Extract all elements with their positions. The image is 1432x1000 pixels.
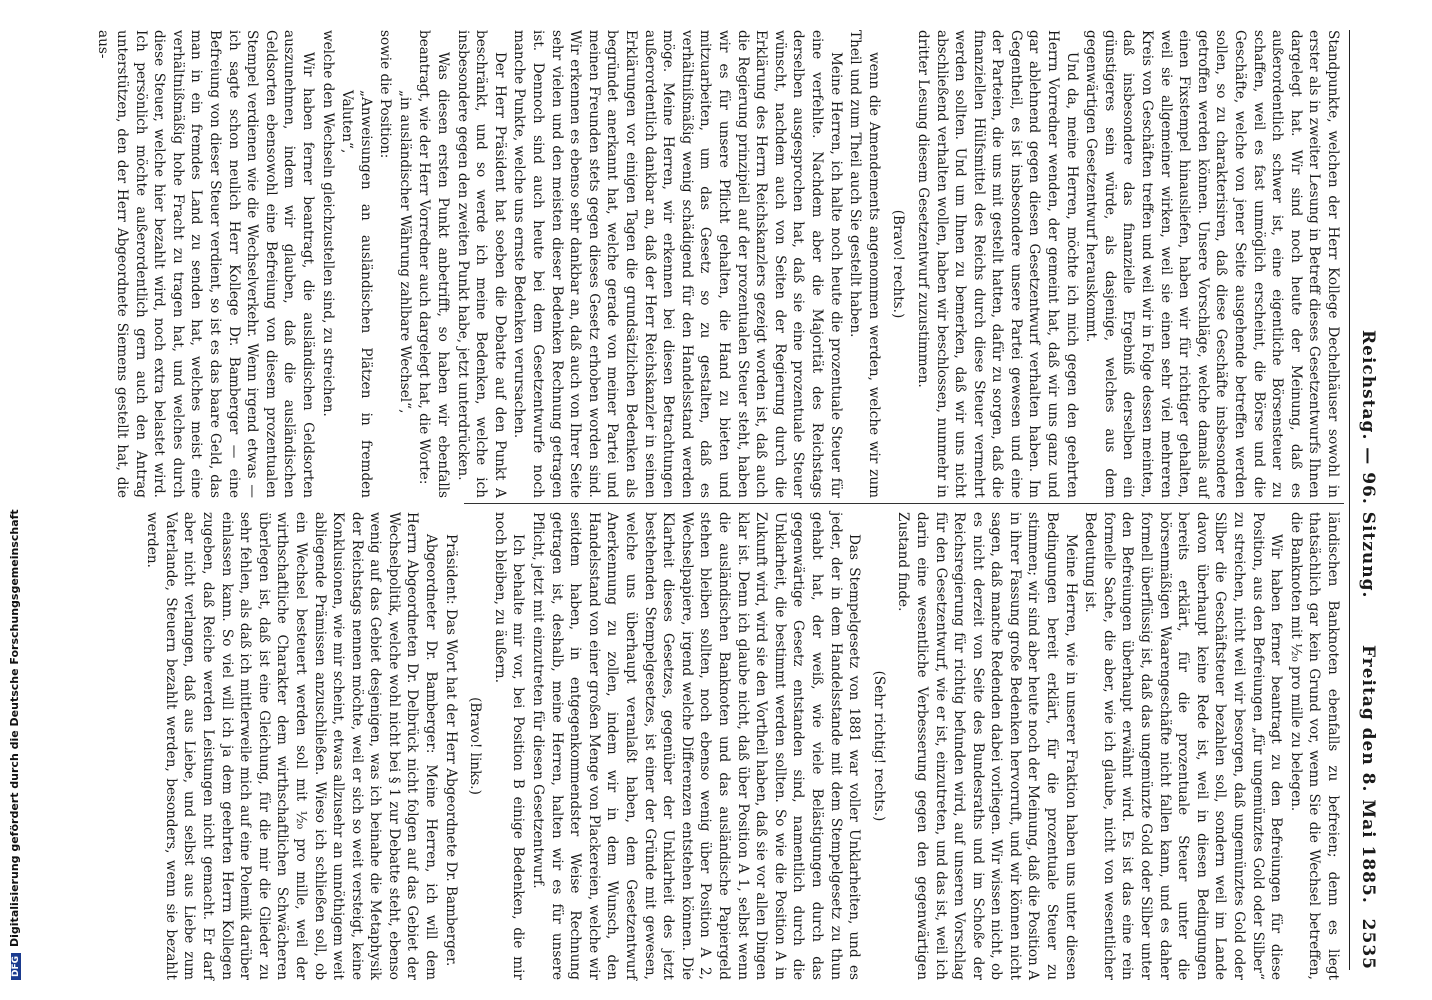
column-divider	[464, 503, 1344, 504]
paragraph: Meine Herren, wie in unserer Fraktion haben uns unter diesen Bedingungen bereit erklärt, für die prozentuale Steuer zu stimmen; wir sind aber heute noch der Meinung, daß die Position A in ihrer Fassung große Bedenken hervorruft, und wir können nicht sagen, daß manche Redenden dabei vorliegen. Wir wissen nicht, ob es nicht derzeit von Seite des Bundesraths und im Schoße der Reichsregierung für richtig befunden wird, auf unseren Vorschlag für den Gesetzentwurf, wie er ist, einzutreten, und das ist, weil ich darin eine wesentliche Verbesserung gegen den gegenwärtigen Zustand finde.	[895, 512, 1079, 980]
page-title: Reichstag. — 96. Sitzung.	[1358, 330, 1378, 599]
paragraph: Präsident: Das Wort hat der Herr Abgeordnete Dr. Bamberger.	[442, 534, 459, 967]
page-date: Freitag den 8. Mai 1885.	[1358, 645, 1378, 904]
paragraph: welche den Wechseln gleichzustellen sind, zu streichen.	[319, 30, 336, 417]
paragraph: Ich behalte mir vor, bei Position B einige Bedenken, die mir noch bleiben, zu äußern.	[491, 512, 527, 980]
right-column	[142, 512, 1342, 980]
paragraph: Meine Herren, ich halte noch heute die prozentuale Steuer für eine verfehlte. Nachdem aber die Majorität des Reichstags derselben ausgesprochen hat, daß sie eine prozentuale Steuer wünscht, nachdem auch von Seiten der Regierung durch die Erklärung des Herrn Reichskanzlers gezeigt worden ist, daß auch die Regierung prinzipiell auf der prozentualen Steuer steht, haben wir es für unsere Pflicht gehalten, die Hand zu bieten und mitzuarbeiten, um das Gesetz so zu gestalten, daß es verhältnißmäßig wenig schädigend für den Handelsstand werden möge. Meine Herren, wir erkennen bei diesen Betrachtungen außerordentlich dankbar an, daß der Herr Reichskanzler in seinen Erklärungen vor einigen Tagen die grundsätzlichen Bedenken als begründet anerkannt hat, welche gerade von meiner Partei und meinen Freunden stets gegen dieses Gesetz erhoben worden sind. Wir erkennen es ebenso sehr dankbar an, daß auch von Ihrer Seite sehr vielen und den meisten dieser Bedenken Rechnung getragen ist. Dennoch sind auch heute bei dem Gesetzentwurfe noch manche Punkte, welche uns ernste Bedenken verursachen.	[511, 30, 844, 498]
left-column	[93, 30, 1342, 498]
paragraph: wenn die Amendements angenommen werden, welche wir zum Theil und zum Theil auch Sie gestellt haben.	[847, 30, 882, 498]
paragraph: sowie die Position:	[377, 30, 394, 159]
paragraph: Das Stempelgesetz von 1881 war voller Unklarheiten, und es jeder, der in dem Handelsstande mit dem Stempelgesetz zu thun gehabt hat, der weiß, wie viele Belästigungen durch das gegenwärtige Gesetz entstanden sind, namentlich durch die Unklarheit, die bestimmt werden sollten. So wie die Position A in Zukunft wird, wird sie den Vortheil haben, daß sie vor allen Dingen klar ist. Denn ich glaube nicht, daß über Position A 1, selbst wenn die ausländischen Banknoten und das ausländische Papiergeld stehen bleiben sollten, noch ebenso wenig über Position A 2, Wechselpapiere, irgend welche Differenzen entstehen können. Die Klarheit dieses Gesetzes, gegenüber der Unklarheit des jetzt bestehenden Stempelgesetzes, ist einer der Gründe mit gewesen, welche uns überhaupt veranlaßt haben, dem Gesetzentwurf Anerkennung zu zollen, indem wir in dem Wunsch, den Handelsstand von einer großen Menge von Plackereien, welche wir seitdem haben, in entgegenkommendster Weise Rechnung getragen ist, deshalb, meine Herren, halten wir es für unsere Pflicht, jetzt mit einzutreten für diesen Gesetzentwurf.	[530, 512, 863, 980]
paragraph: Wir haben ferner beantragt, die ausländischen Geldsorten auszunehmen, indem wir glauben, daß die ausländischen Geldsorten ebensowohl eine Befreiung von diesem prozentualen Stempel verdienen wie die Wechselverkehr. Wenn irgend etwas — ich sagte schon neulich Herr Kollege Dr. Bamberger — eine Befreiung von dieser Steuer verdient, so ist es das baare Geld, das man in ein fremdes Land zu senden hat, welches meist eine verhältnißmäßig hohe Fracht zu tragen hat, und welches durch diese Steuer, welche hier bezahlt wird, noch extra belastet wird. Ich persönlich möchte außerordentlich gern auch den Antrag unterstützen, den der Herr Abgeordnete Siemens gestellt hat, die aus-	[95, 30, 316, 498]
paragraph: Was diesen ersten Punkt anbetrifft, so haben wir ebenfalls beantragt, wie der Herr Vorredner auch dargelegt hat, die Worte:	[416, 30, 452, 498]
stage-direction: (Bravo! rechts.)	[890, 209, 907, 319]
stage-direction: (Sehr richtig! rechts.)	[870, 670, 887, 822]
footer-text: Digitalisierung gefördert durch die Deutsche Forschungsgemeinschaft	[8, 509, 21, 947]
footer-credit	[8, 40, 22, 980]
page-header	[1352, 30, 1378, 970]
paragraph: Wir haben ferner beantragt zu den Befreiungen für diese Position, aus den Befreiungen „für ungemünztes Gold oder Silber“ zu streichen, nicht weil wir besorgen, daß ungemünztes Gold oder Silber die Geschäftsteuer bezahlen soll, sondern weil im Lande davon überhaupt keine Rede ist, weil in diesen Bedingungen bereits erklärt, für die prozentuale Steuer unter die börsenmäßigen Waarengeschäfte nicht fallen kann, und es daher formell überflüssig ist, daß das ungemünzte Gold oder Silber unter den Befreiungen überhaupt erwähnt wird. Es ist das eine rein formelle Sache, die aber, wie ich glaube, nicht von wesentlicher Bedeutung ist.	[1082, 512, 1285, 980]
quoted-text: „in ausländischer Währung zahlbare Wechsel“,	[396, 90, 413, 414]
paragraph: ländischen Banknoten ebenfalls zu befreien; denn es liegt thatsächlich gar kein Grund vor, wenn Sie die Wechsel betreffen, die Banknoten mit ½₀ pro mille zu belegen.	[1287, 512, 1341, 980]
quoted-text: „Anweisungen an ausländischen Plätzen in fremden Valuten“,	[339, 90, 374, 498]
paragraph: Und da, meine Herren, möchte ich mich gegen den geehrten Herrn Vorredner wenden, der gemeint hat, daß wir uns ganz und gar ablehnend gegen diesen Gesetzentwurf verhalten haben. Im Gegentheil, es ist insbesondere unsere Partei gewesen und eine der Parteien, die uns mit gestellt hatten, dafür zu sorgen, daß die finanziellen Hülfsmittel des Reichs durch diese Steuer vermehrt werden sollten. Und um Ihnen zu bemerken, daß wir uns nicht abschließend verhalten wollen, haben wir beschlossen, nunmehr in dritter Lesung diesem Gesetzentwurf zuzustimmen.	[914, 30, 1080, 498]
stage-direction: (Bravo! links.)	[467, 697, 484, 795]
paragraph: Abgeordneter Dr. Bamberger: Meine Herren, ich will dem Herrn Abgeordneten Dr. Delbrück nicht folgen auf das Gebiet der Wechselpolitik, welche wohl nicht bei § 1 zur Debatte steht, ebenso wenig auf das Gebiet desjenigen, was ich beinahe die Metaphysik der Reichstags nennen möchte, weil er sich so weit versteigt, keine Konklusionen, wie mir scheint, etwas allzusehr an unnöthigem weit abliegende Prämissen anzuschließen. Wieso ich schließen soll, ob ein Wechsel besteuert werden soll mit ½₀ pro mille, weil der wirthschaftliche Charakter dem wirthschaftlichen Schwächeren überlegen ist, daß ist eine Gleichung, für die mir die Glieder zu sehr fehlen, als daß ich mittlerweile mich auf eine Polemik darüber einlassen kann. So viel will ich ja dem geehrten Herrn Kollegen zugeben, daß Reiche werden Leistungen nicht gemacht. Er darf aber nicht verlangen, daß aus Liebe, und selbst aus Liebe zum Vaterlande, Steuern bezahlt werden, besonders, wenn sie bezahlt werden.	[144, 512, 440, 980]
paragraph: Der Herr Präsident hat soeben die Debatte auf den Punkt A beschränkt, und so werde ich meine Bedenken, welche ich insbesondere gegen den zweiten Punkt habe, jetzt unterdrücken.	[454, 30, 508, 498]
rotated-page	[12, 0, 1392, 1000]
page-number: 2535	[1358, 918, 1378, 970]
header-rule	[1349, 30, 1350, 970]
dfg-logo: DFG	[11, 953, 21, 980]
paragraph: Standpunkte, welchen der Herr Kollege Dechelhäuser sowohl in erster als in zweiter Lesung in Betreff dieses Gesetzentwurfs Ihnen dargelegt hat. Wir sind noch heute der Meinung, daß es außerordentlich schwer ist, eine eigentliche Börsensteuer zu schaffen, weil es fast unmöglich erscheint, die Börse und die Geschäfte, welche von jener Seite ausgehende betreffen werden sollen, so zu charakterisiren, daß diese Geschäfte insbesondere getroffen werden können. Unsere Vorschläge, welche damals auf einen Fixstempel hinausliefen, haben wir für richtiger gehalten, weil sie allgemeiner wirken, weil sie einen sehr viel mehreren Kreis von Geschäften treffen und weil wir in Folge dessen meinten, daß insbesondere das finanzielle Ergebniß derselben ein günstigeres sein würde, als dasjenige, welches aus dem gegenwärtigen Gesetzentwurf herauskommt.	[1083, 30, 1341, 498]
